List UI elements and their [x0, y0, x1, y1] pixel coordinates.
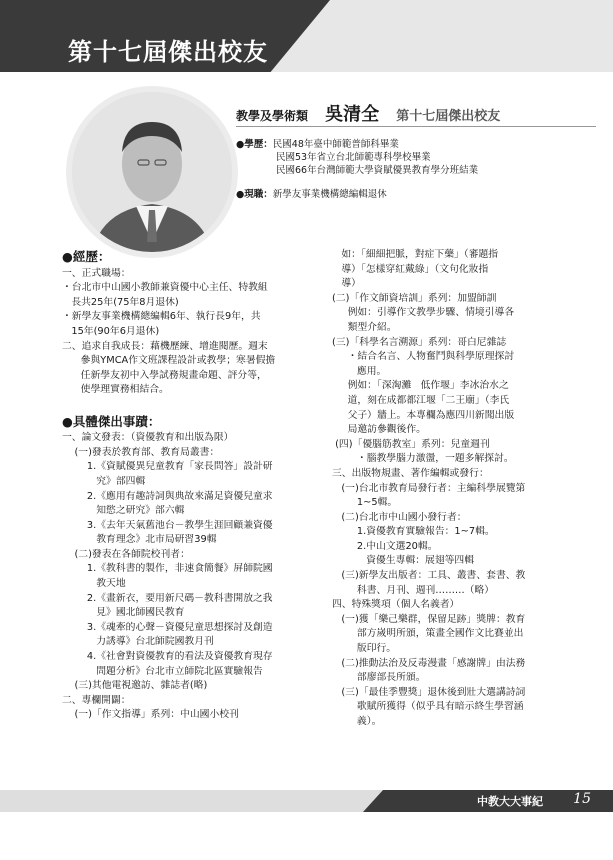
section-heading: ●具體傑出事蹟： — [62, 413, 161, 429]
text-line: 力誘導》台北師院國教月刊 — [62, 636, 214, 648]
profile-award: 第十七屆傑出校友 — [396, 109, 501, 124]
portrait-photo — [72, 92, 232, 252]
text-line: ・台北市中山國小教師兼資優中心主任、特教組 — [62, 282, 268, 294]
text-line: (二)發表在各師院校刊者： — [62, 548, 190, 560]
text-line: 導） — [332, 278, 361, 290]
text-line: (三)新學友出版者：工具、叢書、套書、教 — [332, 570, 526, 582]
text-line: 問題分析》台北市立師院北區實驗報告 — [62, 665, 263, 677]
text-line: 部廖部長所頒。 — [332, 672, 426, 684]
text-line: 1.《教科書的製作，非速食簡餐》屏師院國 — [62, 563, 273, 575]
text-line: ・新學友事業機構總編輯6年、執行長9年，共 — [62, 311, 261, 323]
text-line: 教育理念》北市局研習39輯 — [62, 534, 217, 546]
text-line: 版印行。 — [332, 643, 397, 655]
text-line: ・結合名言、人物奮鬥與科學原理探討 — [332, 351, 515, 363]
text-line: 父子）牆上。本專欄為應四川新聞出版 — [332, 409, 515, 421]
text-line: 任新學友初中入學試務規畫命題、評分等， — [62, 369, 267, 381]
text-line: 二、追求自我成長：藉機歷練、增進閱歷。週末 — [62, 340, 268, 352]
page-title: 第十七屆傑出校友 — [68, 37, 268, 66]
job-label: ●現職： — [236, 189, 273, 200]
text-line: 二、專欄開闢： — [62, 694, 131, 706]
text-line: 2.中山文選20輯。 — [332, 540, 438, 552]
text-line: 例如：「深淘灘 低作堰」李冰治水之 — [332, 380, 509, 392]
text-line: 3.《魂牽的心聲－資優兒童思想探討及創造 — [62, 621, 273, 633]
text-line: 1~5輯。 — [332, 497, 398, 509]
profile-name: 吳清全 — [325, 104, 380, 125]
text-line: 科書、月刊、週刊………（略） — [332, 584, 495, 596]
text-line: 導）「怎樣穿紅戴綠」（文句化妝指 — [332, 263, 489, 275]
text-line: 2.《畫新衣，要用新尺碼－教科書開放之我 — [62, 592, 273, 604]
text-line: 道，刻在成都都江堰「二王廟」（李氏 — [332, 394, 510, 406]
text-line: 應用。 — [332, 365, 387, 377]
current-job — [236, 186, 387, 200]
education-line: 民國66年台灣師範大學資賦優異教育學分班結業 — [276, 165, 479, 176]
profile-name-line — [236, 100, 500, 126]
text-line: 例如：引導作文教學步驟、情境引導各 — [332, 307, 515, 319]
text-line: (二)推動法治及反毒漫畫「感謝牌」由法務 — [332, 657, 526, 669]
education-block — [236, 138, 478, 177]
text-line: 局邀訪參觀後作。 — [332, 424, 426, 436]
text-line: 部方嵗明所頒，策畫全國作文比賽並出 — [332, 628, 524, 640]
job-value: 新學友事業機構總編輯退休 — [272, 189, 387, 200]
text-line: 一、正式職場： — [62, 267, 131, 279]
text-line: (二)「作文師資培訓」系列：加盟師訓 — [332, 292, 497, 304]
text-line: (一)台北市教育局發行者：主編科學展覽第 — [332, 482, 526, 494]
section-heading: ●經歷： — [62, 249, 111, 264]
text-line: (一)「作文指導」系列：中山國小校刊 — [62, 709, 239, 721]
text-line: ・腦教學腦力激盪，一題多解探討。 — [332, 453, 514, 465]
education-line: 民國53年省立台北師範專科學校畢業 — [276, 152, 431, 163]
text-line: 4.《社會對資優教育的看法及資優教育現存 — [62, 651, 273, 663]
right-column — [332, 248, 582, 730]
text-line: 2.《應用有趣詩詞與典故來滿足資優兒童求 — [62, 490, 273, 502]
text-line: (一)獲「樂己樂群，保留足跡」獎牌：教育 — [332, 613, 526, 625]
footer-publication: 中教大大事紀 — [477, 795, 543, 808]
text-line: (三)「最佳季豐獎」退休後到壯大選講詩詞 — [332, 686, 526, 698]
text-line: 歌賦所獲得（似乎具有暗示終生學習涵 — [332, 701, 524, 713]
text-line: (四)「優腦筋教室」系列：兒童週刊 — [332, 438, 490, 450]
text-line: 見》國北師國民教育 — [62, 607, 185, 619]
text-line: 參與YMCA作文班課程設計或教學；寒暑假擔 — [62, 355, 276, 367]
page-number: 15 — [573, 791, 591, 807]
text-line: 15年(90年6月退休) — [62, 325, 160, 337]
text-line: (三)「科學名言溯源」系列：哥白尼雜誌 — [332, 336, 507, 348]
text-line: 1.《資賦優異兒童教育「家長問答」設計研 — [62, 461, 273, 473]
text-line: 長共25年(75年8月退休) — [62, 296, 179, 308]
text-line: (一)發表於教育部、教育局叢書： — [62, 446, 220, 458]
left-column — [62, 248, 317, 723]
text-line: 三、出版物規畫、著作編輯或發行： — [332, 467, 489, 479]
text-line: 1.資優教育實驗報告：1~7輯。 — [332, 526, 495, 538]
text-line: 一、論文發表：（資優教育和出版為限） — [62, 432, 234, 444]
education-label: ●學歷： — [236, 139, 273, 150]
text-line: 教天地 — [62, 578, 126, 590]
text-line: 3.《去年天氣舊池台－教學生涯回顧兼資優 — [62, 519, 273, 531]
text-line — [62, 398, 317, 413]
text-line: (三)其他電視邀訪、雜誌者(略) — [62, 680, 208, 692]
profile-category: 教學及學術類 — [236, 109, 309, 123]
text-line: 使學理實務相結合。 — [62, 384, 169, 396]
text-line: 四、特殊獎項（個人名義者） — [332, 599, 460, 611]
text-line: 資優生專輯：展翅等四輯 — [332, 555, 475, 567]
text-line: 究》部四輯 — [62, 475, 146, 487]
text-line: 類型介紹。 — [332, 321, 397, 333]
name-divider — [236, 126, 596, 127]
text-line: 義）。 — [332, 716, 382, 727]
text-line: 知慾之研究》部六輯 — [62, 505, 185, 517]
text-line: (二)台北市中山國小發行者： — [332, 511, 467, 523]
text-line: 如：「細細把脈，對症下藥」（審題指 — [332, 249, 499, 260]
education-line: 民國48年臺中師範普師科畢業 — [272, 139, 399, 150]
